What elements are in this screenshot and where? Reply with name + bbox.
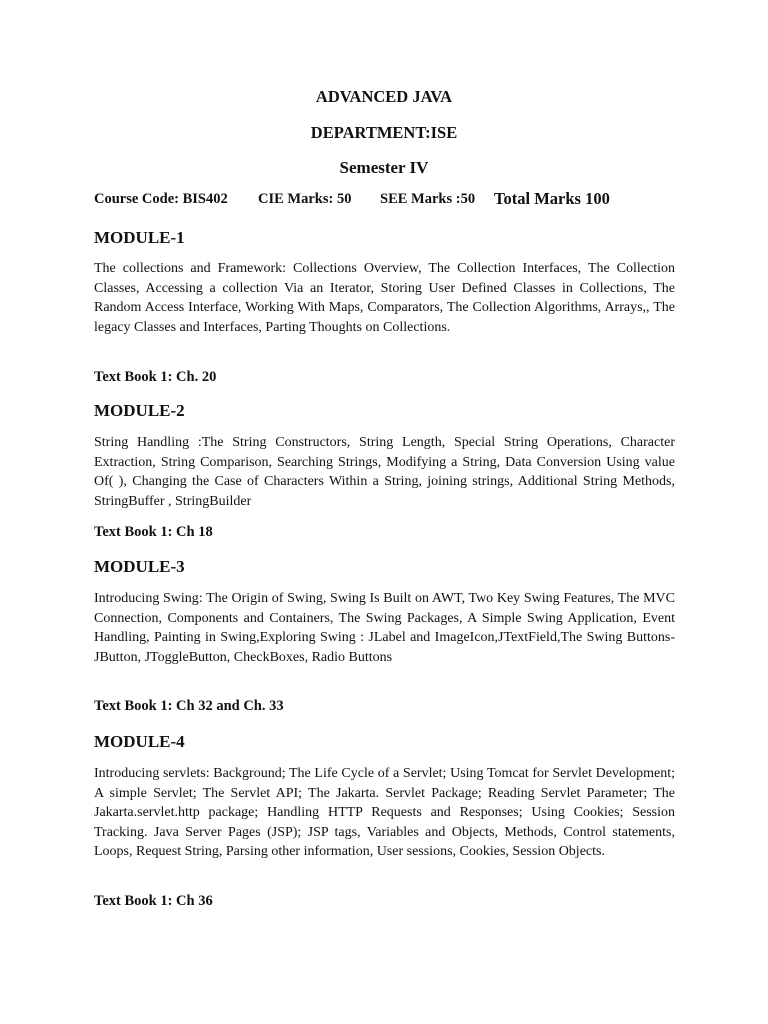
total-marks: Total Marks 100 xyxy=(494,189,610,208)
course-title: ADVANCED JAVA xyxy=(315,87,453,106)
module-1-title: MODULE-1 xyxy=(94,228,185,247)
module-2-body: String Handling :The String Constructors, String Length, Special String Operations, Character Extraction, String Comparison, Searching Strings, Modifying a String, Data Conversion Using value Of( ), Changing the Case of Characters Within a String, joining strings, Additional String Methods, StringBuffer , StringBuilder xyxy=(94,435,675,509)
department-heading: DEPARTMENT:ISE xyxy=(310,123,458,142)
module-4-title: MODULE-4 xyxy=(94,732,185,751)
module-1-body: The collections and Framework: Collections Overview, The Collection Interfaces, The Collection Classes, Accessing a collection Via an Iterator, Storing User Defined Classes in Collections, The Random Access Interface, Working With Maps, Comparators, The Collection Algorithms, Arrays,, The legacy Classes and Interfaces, Parting Thoughts on Collections. xyxy=(94,261,675,335)
module-1-textbook: Text Book 1: Ch. 20 xyxy=(94,369,217,385)
module-4-body: Introducing servlets: Background; The Life Cycle of a Servlet; Using Tomcat for Servlet Development; A simple Servlet; The Servlet API; The Jakarta. Servlet Package; Reading Servlet Parameter; The Jakarta.servlet.http package; Handling HTTP Requests and Responses; Using Cookies; Session Tracking. Java Server Pages (JSP); JSP tags, Variables and Objects, Methods, Control statements, Loops, Request String, Parsing other information, User sessions, Cookies, Session Objects. xyxy=(94,766,675,859)
module-3-textbook: Text Book 1: Ch 32 and Ch. 33 xyxy=(94,698,284,714)
module-4-textbook: Text Book 1: Ch 36 xyxy=(94,893,213,909)
module-2-textbook: Text Book 1: Ch 18 xyxy=(94,524,213,540)
see-marks: SEE Marks :50 xyxy=(380,191,476,207)
module-2-title: MODULE-2 xyxy=(94,401,185,420)
cie-marks: CIE Marks: 50 xyxy=(258,191,352,207)
module-3-body: Introducing Swing: The Origin of Swing, Swing Is Built on AWT, Two Key Swing Features, The MVC Connection, Components and Containers, The Swing Packages, A Simple Swing Application, Event Handling, Painting in Swing,Exploring Swing : JLabel and ImageIcon,JTextField,The Swing Buttons-JButton, JToggleButton, CheckBoxes, Radio Buttons xyxy=(94,591,675,665)
module-3-title: MODULE-3 xyxy=(94,557,185,576)
course-code: Course Code: BIS402 xyxy=(94,191,228,207)
semester-heading: Semester IV xyxy=(339,158,429,177)
